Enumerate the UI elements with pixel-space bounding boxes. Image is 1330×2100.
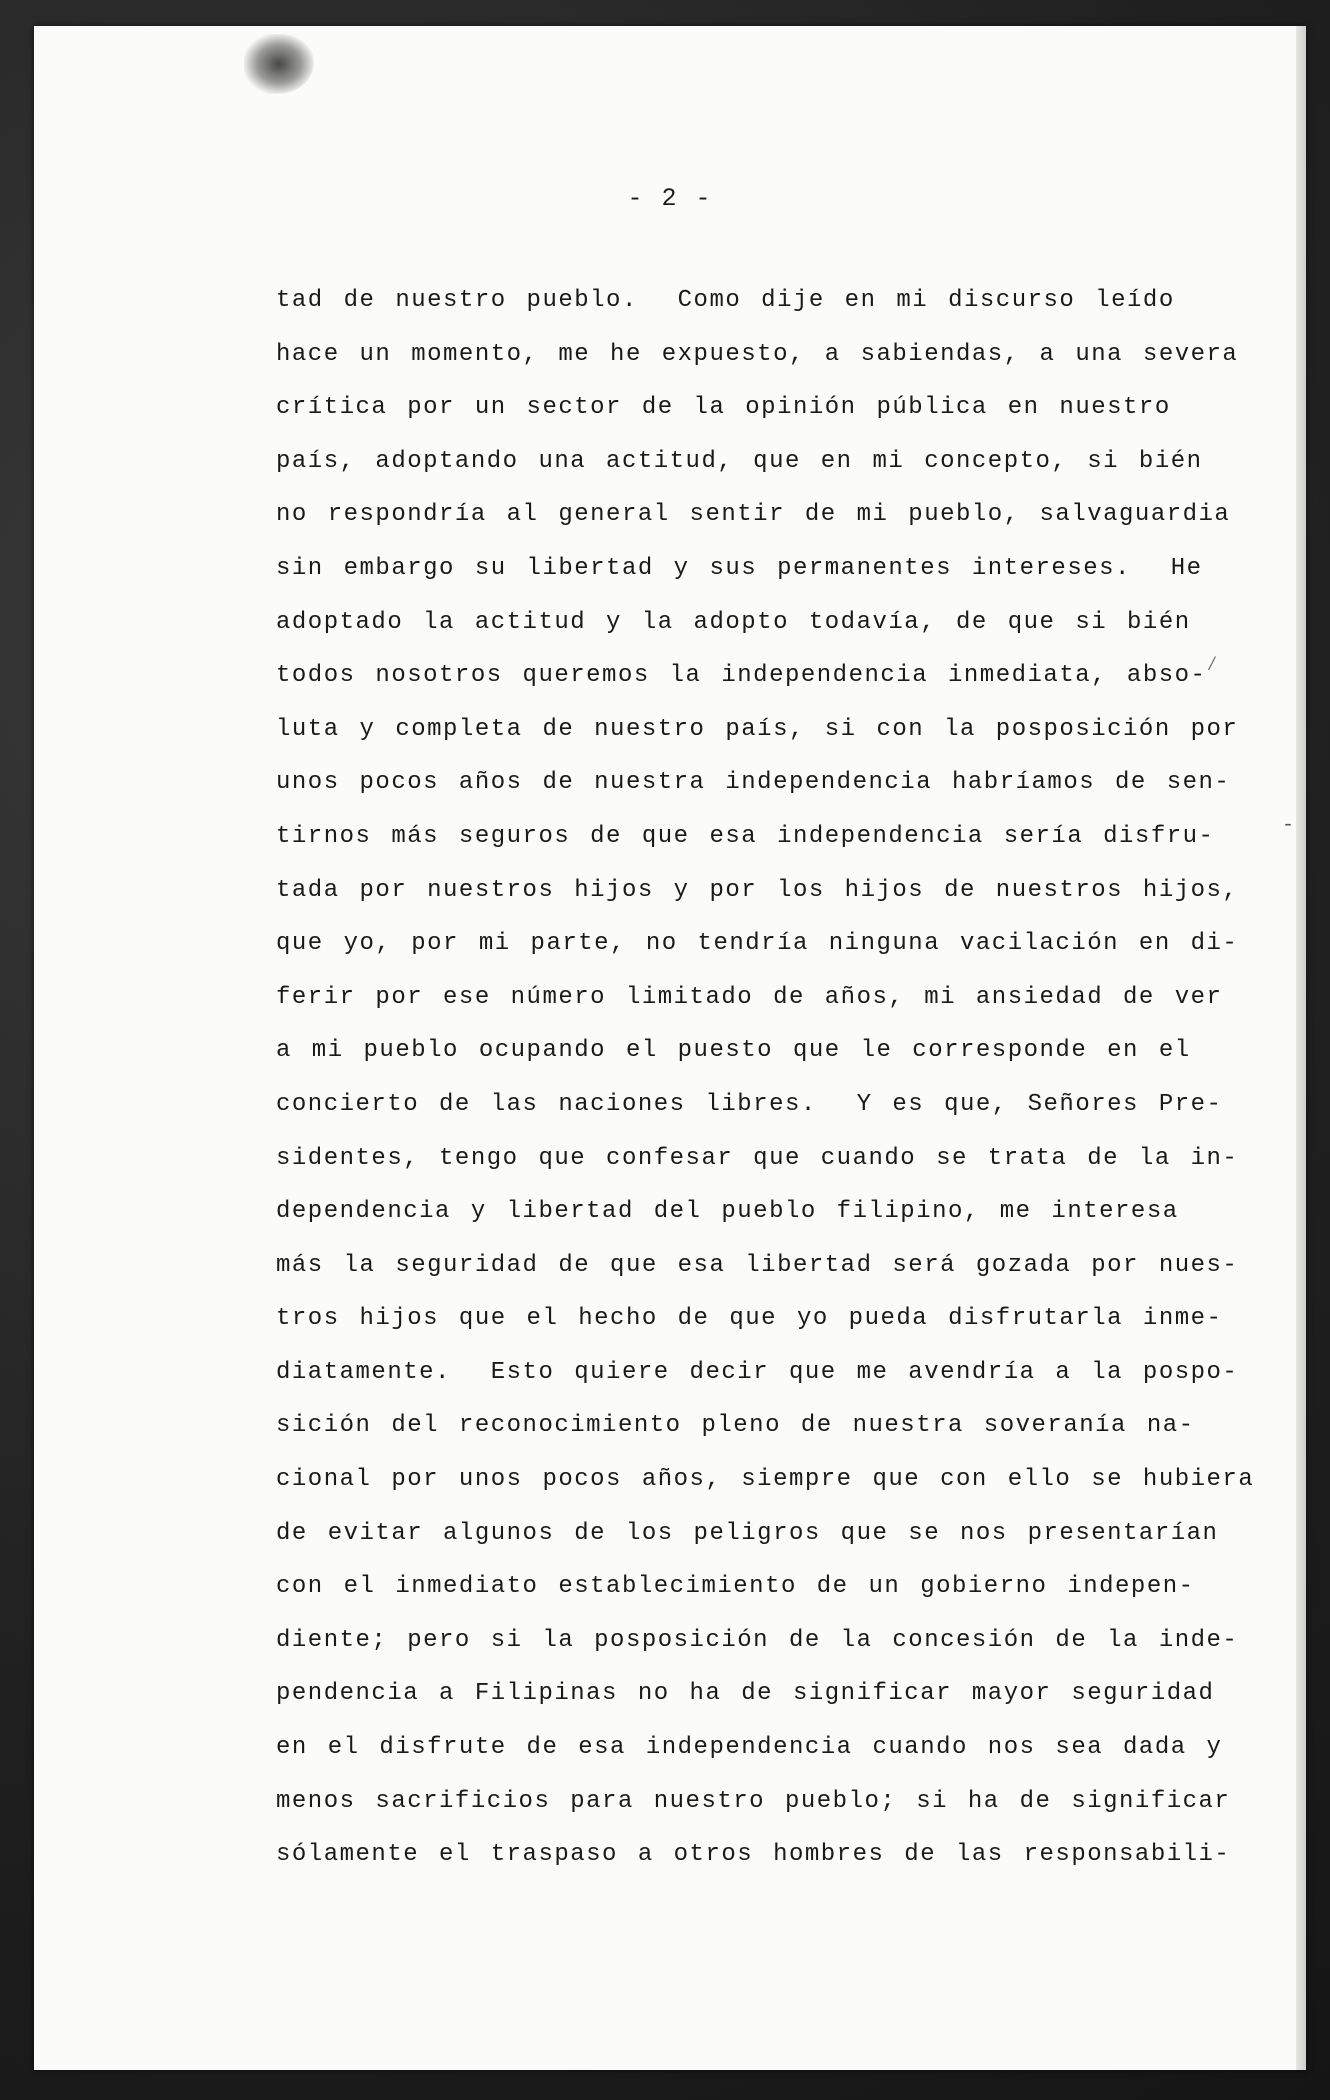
- text-line: dependencia y libertad del pueblo filipino, me interesa: [276, 1198, 1179, 1226]
- page-number: - 2 -: [627, 184, 713, 213]
- text-line: tros hijos que el hecho de que yo pueda disfrutarla inme-: [276, 1305, 1223, 1333]
- text-line: de evitar algunos de los peligros que se nos presentarían: [276, 1519, 1219, 1547]
- ink-smudge: [244, 34, 314, 94]
- margin-mark: -: [1282, 814, 1295, 837]
- text-line: sición del reconocimiento pleno de nuestra soveranía na-: [276, 1412, 1195, 1440]
- page-edge: [1296, 26, 1306, 2070]
- text-line: menos sacrificios para nuestro pueblo; si ha de significar: [276, 1787, 1231, 1815]
- text-line: en el disfrute de esa independencia cuando nos sea dada y: [276, 1734, 1223, 1762]
- text-line: hace un momento, me he expuesto, a sabiendas, a una severa: [276, 340, 1239, 368]
- text-line: no respondría al general sentir de mi pueblo, salvaguardia: [276, 501, 1231, 529]
- text-line: sin embargo su libertad y sus permanentes intereses. He: [276, 554, 1203, 582]
- text-line: diente; pero si la posposición de la concesión de la inde-: [276, 1626, 1239, 1654]
- text-line: concierto de las naciones libres. Y es que, Señores Pre-: [276, 1090, 1223, 1118]
- text-line: más la seguridad de que esa libertad será gozada por nues-: [276, 1251, 1239, 1279]
- text-line: ferir por ese número limitado de años, mi ansiedad de ver: [276, 983, 1223, 1011]
- text-line: crítica por un sector de la opinión pública en nuestro: [276, 394, 1171, 422]
- text-line: país, adoptando una actitud, que en mi concepto, si bién: [276, 447, 1203, 475]
- text-line: sólamente el traspaso a otros hombres de las responsabili-: [276, 1841, 1231, 1869]
- text-line: luta y completa de nuestro país, si con la posposición por: [276, 715, 1239, 743]
- text-line: todos nosotros queremos la independencia inmediata, abso-: [276, 662, 1207, 690]
- text-line: tad de nuestro pueblo. Como dije en mi discurso leído: [276, 287, 1175, 314]
- body-text: [276, 274, 1255, 1882]
- text-line: diatamente. Esto quiere decir que me avendría a la pospo-: [276, 1358, 1239, 1386]
- margin-mark: ⁄: [1206, 654, 1219, 677]
- text-line: pendencia a Filipinas no ha de significar mayor seguridad: [276, 1680, 1215, 1708]
- document-page: [34, 26, 1306, 2070]
- text-line: tirnos más seguros de que esa independencia sería disfru-: [276, 822, 1215, 850]
- text-line: que yo, por mi parte, no tendría ninguna vacilación en di-: [276, 930, 1239, 958]
- text-line: sidentes, tengo que confesar que cuando se trata de la in-: [276, 1144, 1239, 1172]
- text-line: unos pocos años de nuestra independencia habríamos de sen-: [276, 769, 1231, 797]
- text-line: cional por unos pocos años, siempre que con ello se hubiera: [276, 1466, 1255, 1494]
- text-line: tada por nuestros hijos y por los hijos de nuestros hijos,: [276, 876, 1239, 904]
- text-line: con el inmediato establecimiento de un gobierno indepen-: [276, 1573, 1195, 1601]
- text-line: adoptado la actitud y la adopto todavía, de que si bién: [276, 608, 1191, 636]
- text-line: a mi pueblo ocupando el puesto que le corresponde en el: [276, 1037, 1191, 1065]
